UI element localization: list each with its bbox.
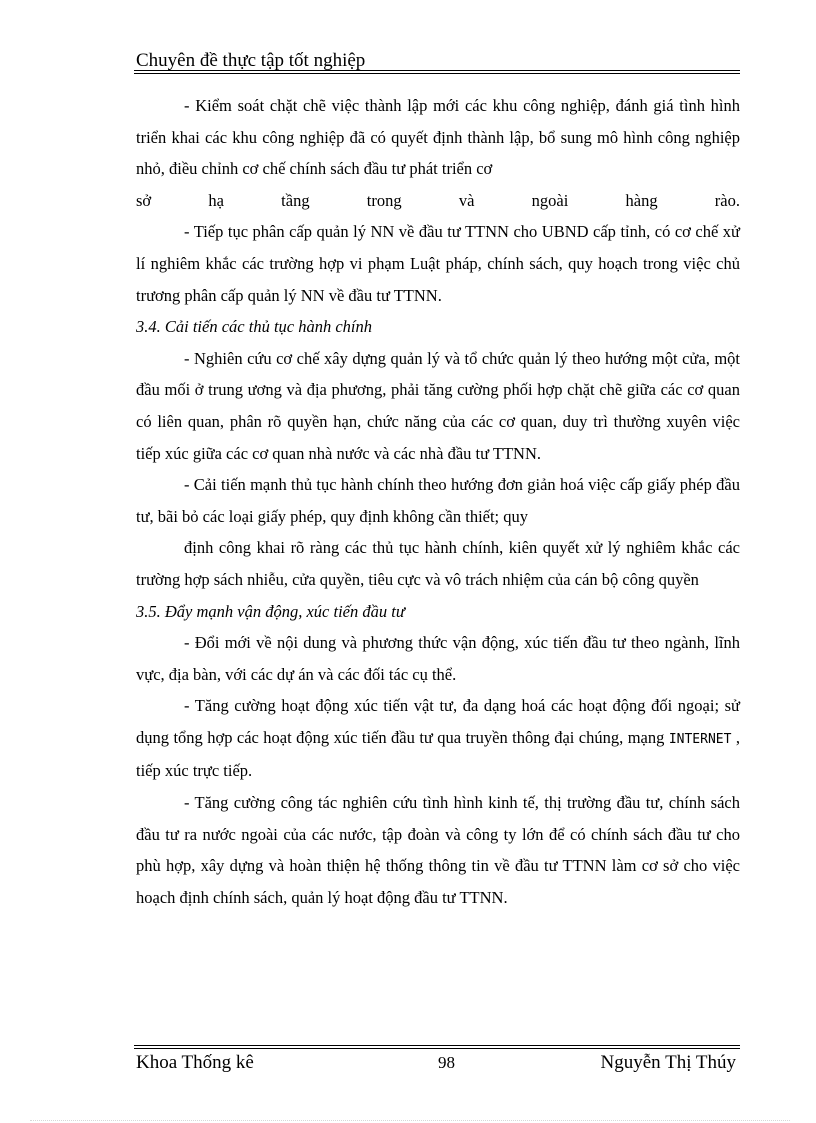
section-heading-3-4: 3.4. Cải tiến các thủ tục hành chính <box>136 317 373 337</box>
paragraph-promotion-end: , tiếp xúc trực tiếp. <box>136 727 741 781</box>
page-number: 98 <box>438 1053 455 1072</box>
paragraph-industrial-zones: - Kiểm soát chặt chẽ việc thành lập mới các khu công nghiệp, đánh giá tình hình triển khai các khu công nghiệp đã có quyết định thành lập, bổ sung mô hình công nghiệp nhỏ, điều chỉnh cơ chế chính sách đầu tư phát triển cơ <box>136 96 740 179</box>
paragraph-renew-promotion: - Đổi mới về nội dung và phương thức vận động, xúc tiến đầu tư theo ngành, lĩnh vực, địa bàn, với các dự án và các đối tác cụ thể. <box>136 633 740 684</box>
paragraph-admin-procedures: - Cải tiến mạnh thủ tục hành chính theo hướng đơn giản hoá việc cấp giấy phép đầu tư, bãi bỏ các loại giấy phép, quy định không cần thiết; quy <box>136 475 740 526</box>
footer-author: Nguyễn Thị Thúy <box>600 1052 736 1073</box>
section-heading-3-5: 3.5. Đẩy mạnh vận động, xúc tiến đầu tư <box>136 601 405 621</box>
running-header: Chuyên đề thực tập tốt nghiệp <box>136 50 366 71</box>
paragraph-industrial-zones-end: sở hạ tầng trong và ngoài hàng rào. <box>136 190 740 210</box>
paragraph-one-stop-shop: - Nghiên cứu cơ chế xây dựng quản lý và tổ chức quản lý theo hướng một cửa, một đầu mối ở trung ương và địa phương, phải tăng cường phối hợp chặt chẽ giữa các cơ quan có liên quan, phân rõ quyền hạn, chức năng của các cơ quan, duy trì thường xuyên việc tiếp xúc giữa các cơ quan nhà nước và các nhà đầu tư TTNN. <box>136 348 740 463</box>
page-edge-divider <box>30 1120 790 1121</box>
paragraph-decentralization: - Tiếp tục phân cấp quản lý NN về đầu tư TTNN cho UBND cấp tỉnh, có cơ chế xử lí nghiêm khắc các trường hợp vi phạm Luật pháp, chính sách, quy hoạch trong việc chủ trương phân cấp quản lý NN về đầu tư TTNN. <box>136 222 740 305</box>
header-rule-bottom <box>134 73 740 74</box>
paragraph-market-research: - Tăng cường công tác nghiên cứu tình hình kinh tế, thị trường đầu tư, chính sách đầu tư ra nước ngoài của các nước, tập đoàn và công ty lớn để có chính sách đầu tư cho phù hợp, xây dựng và hoàn thiện hệ thống thông tin về đầu tư TTNN làm cơ sở cho việc hoạch định chính sách, quản lý hoạt động đầu tư TTNN. <box>136 793 740 907</box>
header-rule-top <box>134 70 740 71</box>
document-body <box>136 90 740 913</box>
footer-rule-bottom <box>134 1048 740 1049</box>
paragraph-promotion-activities <box>136 690 740 787</box>
paragraph-promotion-text: - Tăng cường hoạt động xúc tiến vật tư, đa dạng hoá các hoạt động đối ngoại; sử dụng tổng hợp các hoạt động xúc tiến đầu tư qua truyền thông đại chúng, mạng <box>136 696 740 747</box>
paragraph-admin-procedures-cont: định công khai rõ ràng các thủ tục hành chính, kiên quyết xử lý nghiêm khắc các trường hợp sách nhiễu, cửa quyền, tiêu cực và vô trách nhiệm của cán bộ công quyền <box>136 538 740 589</box>
footer-rule-top <box>134 1045 740 1046</box>
footer-department: Khoa Thống kê <box>136 1052 254 1073</box>
internet-term: INTERNET <box>668 731 732 747</box>
